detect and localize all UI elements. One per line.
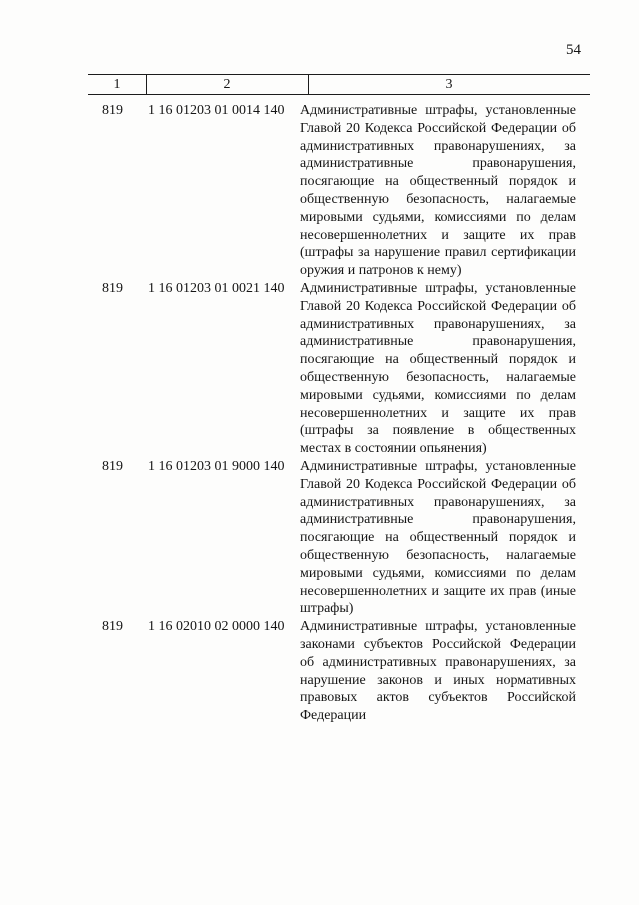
page-number: 54: [566, 42, 581, 58]
income-description: Административные штрафы, установленные законами субъектов Российской Федерации об административных правонарушениях, за нарушение законов и иных нормативных правовых актов субъектов Российской Федерации: [300, 619, 576, 724]
income-description: Административные штрафы, установленные Главой 20 Кодекса Российской Федерации об административных правонарушениях, за административные правонарушения, посягающие на общественный порядок и общественную безопасность, налагаемые мировыми судьями, комиссиями по делам несовершеннолетних и защите их прав (штрафы за нарушение правил сертификации оружия и патронов к нему): [300, 103, 576, 279]
table-body: [0, 102, 639, 725]
header-col-3: 3: [445, 77, 453, 92]
table-row: [0, 458, 639, 618]
income-description: Административные штрафы, установленные Главой 20 Кодекса Российской Федерации об административных правонарушениях, за административные правонарушения, посягающие на общественный порядок и общественную безопасность, налагаемые мировыми судьями, комиссиями по делам несовершеннолетних и защите их прав (иные штрафы): [300, 458, 576, 617]
table-row: [0, 280, 639, 458]
table-header: [88, 74, 590, 95]
admin-code: 819: [102, 619, 123, 635]
admin-code: 819: [102, 458, 123, 474]
budget-classification-code: 1 16 02010 02 0000 140: [148, 619, 285, 635]
admin-code: 819: [102, 103, 123, 118]
budget-classification-code: 1 16 01203 01 9000 140: [148, 458, 285, 474]
table-row: [0, 102, 639, 280]
table-row: [0, 618, 639, 725]
admin-code: 819: [102, 280, 123, 296]
income-description: Административные штрафы, установленные Главой 20 Кодекса Российской Федерации об административных правонарушениях, за административные правонарушения, посягающие на общественный порядок и общественную безопасность, налагаемые мировыми судьями, комиссиями по делам несовершеннолетних и защите их прав (штрафы за появление в общественных местах в состоянии опьянения): [300, 280, 576, 457]
budget-classification-code: 1 16 01203 01 0021 140: [148, 280, 285, 296]
header-col-2: 2: [146, 75, 309, 94]
header-col-1: 1: [88, 75, 147, 94]
budget-classification-code: 1 16 01203 01 0014 140: [148, 103, 285, 118]
